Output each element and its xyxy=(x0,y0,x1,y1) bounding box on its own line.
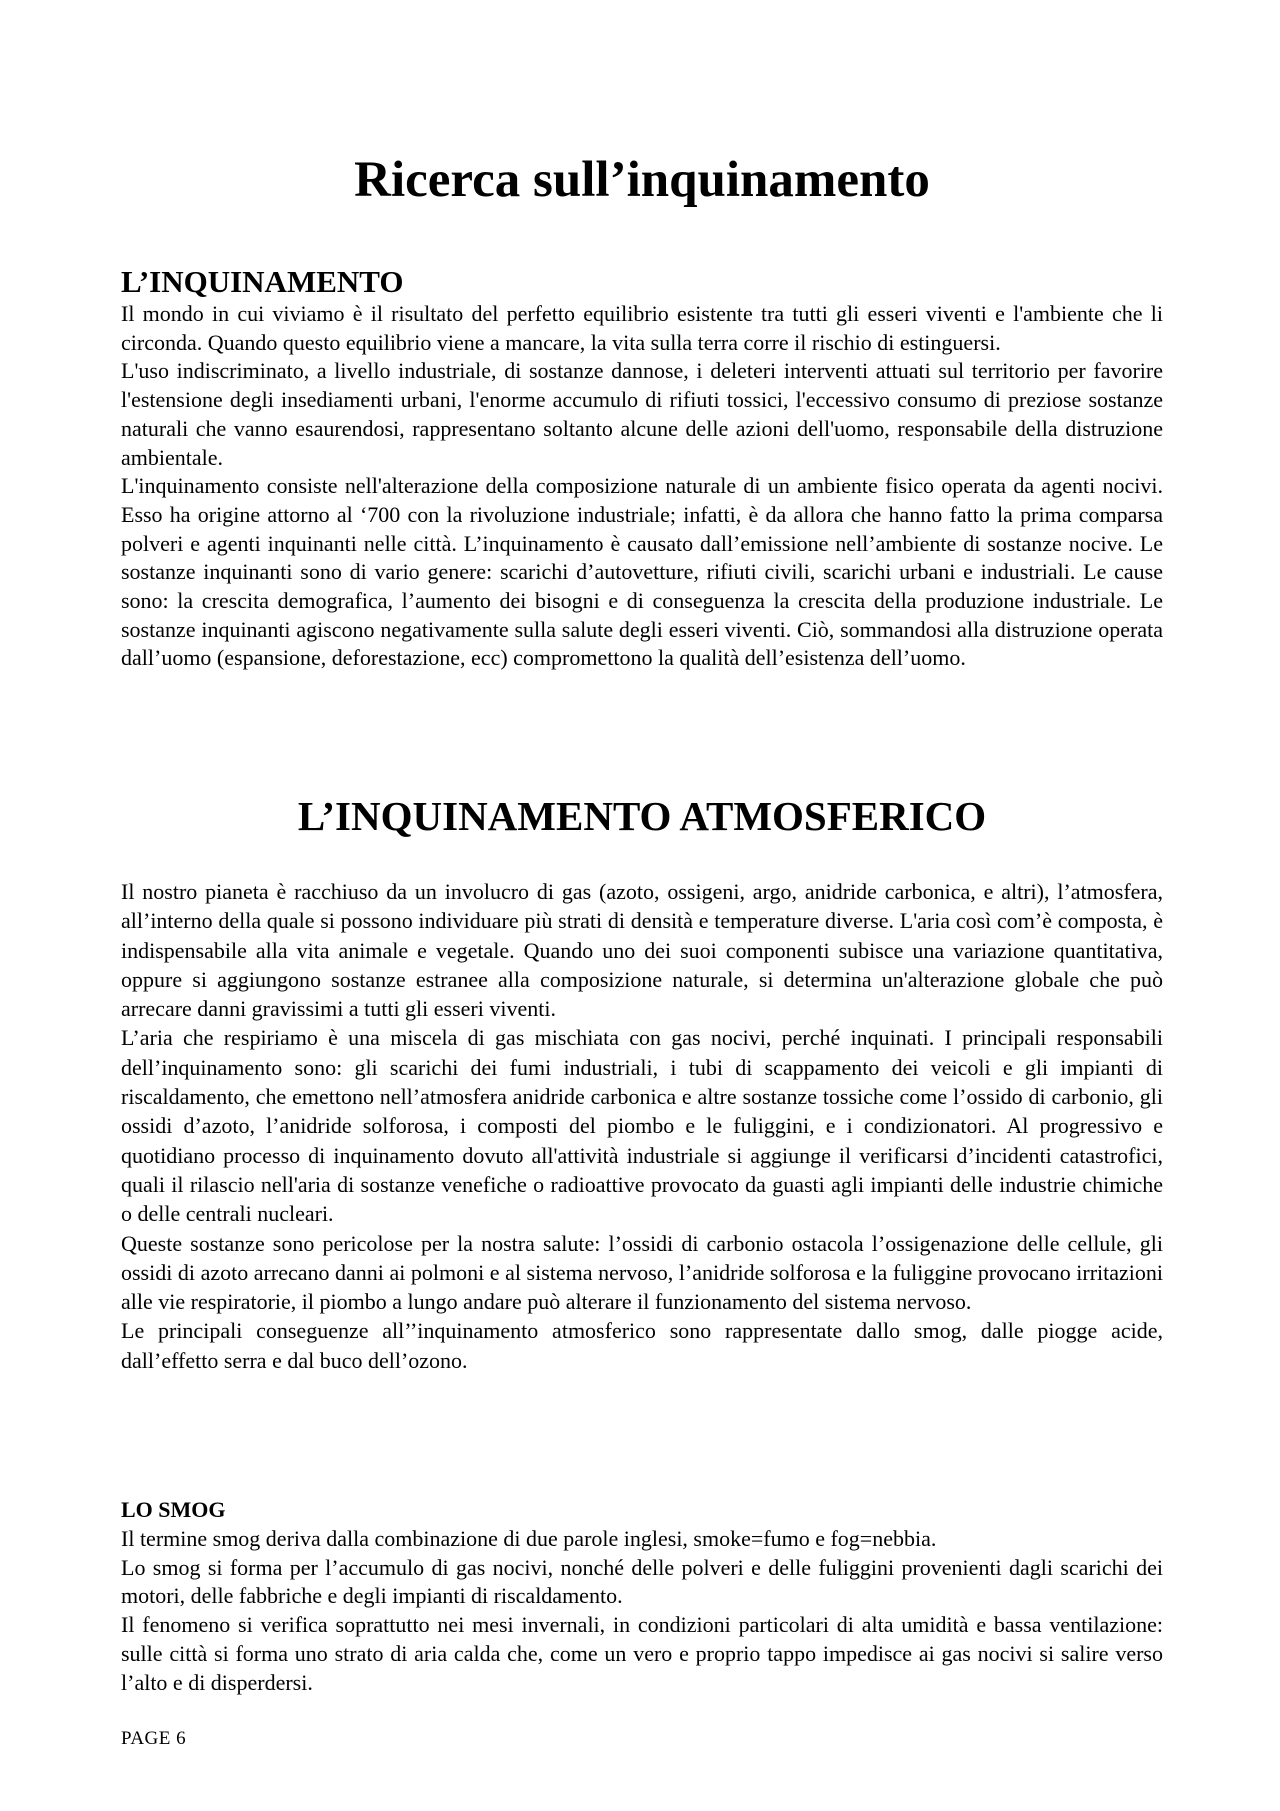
paragraph: Il fenomeno si verifica soprattutto nei mesi invernali, in condizioni particolari di alta umidità e bassa ventilazione: sulle città si forma uno strato di aria calda che, come un vero e proprio tappo impedisce ai gas nocivi si salire verso l’alto e di disperdersi. xyxy=(121,1612,1163,1695)
section-heading-inquinamento: L’INQUINAMENTO xyxy=(121,264,404,299)
paragraph: Queste sostanze sono pericolose per la nostra salute: l’ossidi di carbonio ostacola l’ossigenazione delle cellule, gli ossidi di azoto arrecano danni ai polmoni e al sistema nervoso, l’anidride solforosa e la fuliggine provocano irritazioni alle vie respiratorie, il piombo a lungo andare può alterare il funzionamento del sistema nervoso. xyxy=(121,1230,1163,1315)
paragraph: L'inquinamento consiste nell'alterazione della composizione naturale di un ambiente fisico operata da agenti nocivi. Esso ha origine attorno al ‘700 con la rivoluzione industriale; infatti, è da allora che hanno fatto la prima comparsa polveri e agenti inquinanti nelle città. L’inquinamento è causato dall’emissione nell’ambiente di sostanze nocive. Le sostanze inquinanti sono di vario genere: scarichi d’autovetture, rifiuti civili, scarichi urbani e industriali. Le cause sono: la crescita demografica, l’aumento dei bisogni e di conseguenza la crescita della produzione industriale. Le sostanze inquinanti agiscono negativamente sulla salute degli esseri viventi. Ciò, sommandosi alla distruzione operata dall’uomo (espansione, deforestazione, ecc) compromettono la qualità dell’esistenza dell’uomo. xyxy=(121,473,1163,671)
paragraph: L'uso indiscriminato, a livello industriale, di sostanze dannose, i deleteri interventi attuati sul territorio per favorire l'estensione degli insediamenti urbani, l'enorme accumulo di rifiuti tossici, l'eccessivo consumo di preziose sostanze naturali che vanno esaurendosi, rappresentano soltanto alcune delle azioni dell'uomo, responsabile della distruzione ambientale. xyxy=(121,358,1163,470)
paragraph: Le principali conseguenze all’’inquinamento atmosferico sono rappresentate dallo smog, dalle piogge acide, dall’effetto serra e dal buco dell’ozono. xyxy=(121,1318,1163,1373)
paragraph: Il termine smog deriva dalla combinazione di due parole inglesi, smoke=fumo e fog=nebbia. xyxy=(121,1526,937,1551)
section-atmosferico xyxy=(121,877,1163,1375)
page-number: PAGE 6 xyxy=(121,1728,187,1749)
paragraph: L’aria che respiriamo è una miscela di gas mischiata con gas nocivi, perché inquinati. I principali responsabili dell’inquinamento sono: gli scarichi dei fumi industriali, i tubi di scappamento dei veicoli e gli impianti di riscaldamento, che emettono nell’atmosfera anidride carbonica e altre sostanze tossiche come l’ossido di carbonio, gli ossidi d’azoto, l’anidride solforosa, i composti del piombo e le fuliggini, e i condizionatori. Al progressivo e quotidiano processo di inquinamento dovuto all'attività industriale si aggiunge il verificarsi d’incidenti catastrofici, quali il rilascio nell'aria di sostanze venefiche o radioattive provocato da guasti agli impianti delle industrie chimiche o delle centrali nucleari. xyxy=(121,1025,1163,1227)
section-heading-smog: LO SMOG xyxy=(121,1497,226,1522)
section-heading-atmosferico: L’INQUINAMENTO ATMOSFERICO xyxy=(297,793,987,839)
paragraph: Lo smog si forma per l’accumulo di gas nocivi, nonché delle polveri e delle fuliggini provenienti dagli scarichi dei motori, delle fabbriche e degli impianti di riscaldamento. xyxy=(121,1554,1163,1609)
paragraph: Il mondo in cui viviamo è il risultato del perfetto equilibrio esistente tra tutti gli esseri viventi e l'ambiente che li circonda. Quando questo equilibrio viene a mancare, la vita sulla terra corre il rischio di estinguersi. xyxy=(121,301,1163,355)
section-smog xyxy=(121,1525,1163,1697)
section-inquinamento xyxy=(121,300,1163,673)
document-title: Ricerca sull’inquinamento xyxy=(354,152,930,208)
paragraph: Il nostro pianeta è racchiuso da un involucro di gas (azoto, ossigeni, argo, anidride carbonica, e altri), l’atmosfera, all’interno della quale si possono individuare più strati di densità e temperature diverse. L'aria così com’è composta, è indispensabile alla vita animale e vegetale. Quando uno dei suoi componenti subisce una variazione quantitativa, oppure si aggiungono sostanze estranee alla composizione naturale, si determina un'alterazione globale che può arrecare danni gravissimi a tutti gli esseri viventi. xyxy=(121,879,1163,1022)
